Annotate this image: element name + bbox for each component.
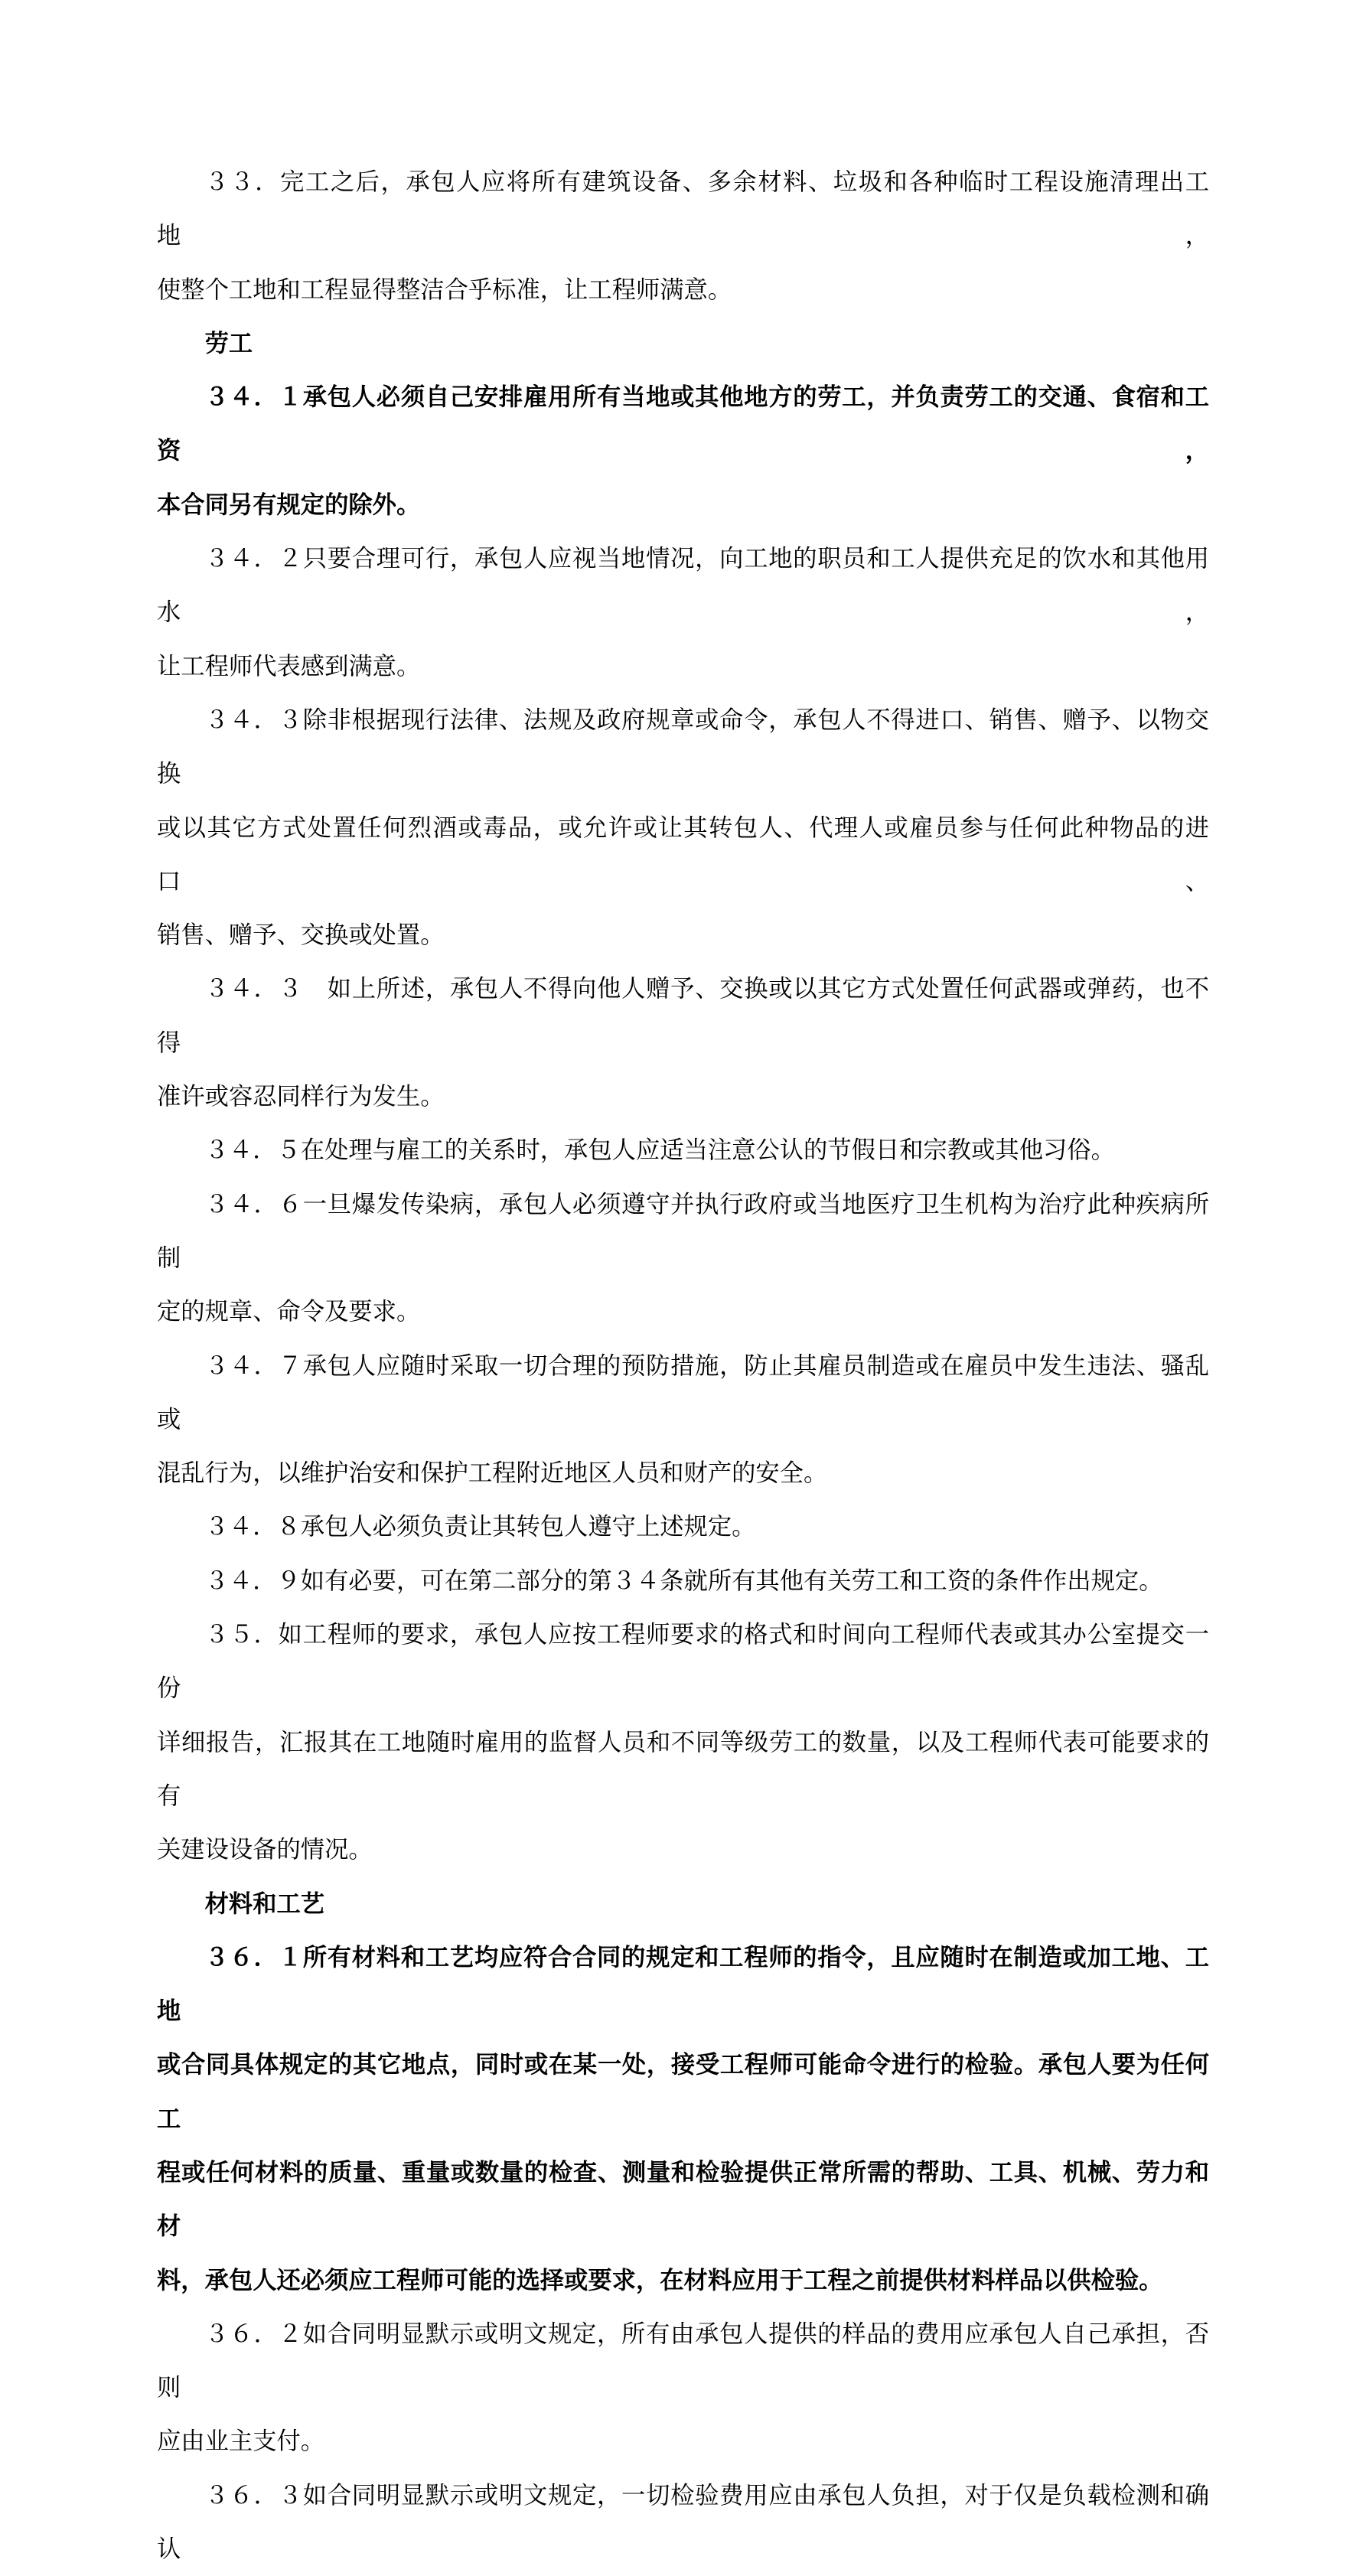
text-line: 销售、赠予、交换或处置。: [157, 921, 445, 949]
text-line: ３６．２如合同明显默示或明文规定，所有由承包人提供的样品的费用应承包人自己承担，否则: [157, 2320, 1209, 2402]
paragraph-clause-33: [157, 155, 1209, 317]
text-line: ３４．６一旦爆发传染病，承包人必须遵守并执行政府或当地医疗卫生机构为治疗此种疾病所制: [157, 1190, 1209, 1271]
text-line: 让工程师代表感到满意。: [157, 652, 421, 680]
paragraph-clause-34-9: [157, 1554, 1209, 1608]
text-line: ３４．８承包人必须负责让其转包人遵守上述规定。: [204, 1513, 756, 1541]
section-heading-text: 材料和工艺: [204, 1890, 325, 1917]
paragraph-clause-34-5: [157, 1123, 1209, 1177]
text-line: 或合同具体规定的其它地点，同时或在某一处，接受工程师可能命令进行的检验。承包人要为任何工: [157, 2051, 1209, 2132]
paragraph-clause-36-2: [157, 2307, 1209, 2469]
text-line: ３３．完工之后，承包人应将所有建筑设备、多余材料、垃圾和各种临时工程设施清理出工地，: [157, 168, 1209, 249]
text-line: ３４．９如有必要，可在第二部分的第３４条就所有其他有关劳工和工资的条件作出规定。: [204, 1567, 1163, 1594]
text-line: ３４．７承包人应随时采取一切合理的预防措施，防止其雇员制造或在雇员中发生违法、骚乱或: [157, 1352, 1209, 1433]
text-line: 使整个工地和工程显得整洁合乎标准，让工程师满意。: [157, 276, 732, 303]
text-line: ３５．如工程师的要求，承包人应按工程师要求的格式和时间向工程师代表或其办公室提交一份: [157, 1621, 1209, 1702]
text-line: 定的规章、命令及要求。: [157, 1298, 421, 1325]
paragraph-clause-34-8: [157, 1500, 1209, 1554]
text-line: 程或任何材料的质量、重量或数量的检查、测量和检验提供正常所需的帮助、工具、机械、劳力和材: [157, 2158, 1209, 2240]
text-line: ３４．１承包人必须自己安排雇用所有当地或其他地方的劳工，并负责劳工的交通、食宿和工资，: [157, 383, 1209, 465]
text-line: ３４．５在处理与雇工的关系时，承包人应适当注意公认的节假日和宗教或其他习俗。: [204, 1136, 1115, 1164]
paragraph-clause-34-7: [157, 1339, 1209, 1501]
text-line: 准许或容忍同样行为发生。: [157, 1083, 445, 1110]
text-line: 本合同另有规定的除外。: [157, 491, 421, 518]
paragraph-clause-34-3: [157, 693, 1209, 962]
paragraph-clause-36-1: [157, 1931, 1209, 2307]
text-line: 关建设设备的情况。: [157, 1836, 373, 1864]
paragraph-clause-34-3-second: [157, 962, 1209, 1123]
section-heading-labor: [157, 317, 1209, 370]
section-heading-materials-workmanship: [157, 1877, 1209, 1931]
text-line: ３６．３如合同明显默示或明文规定，一切检验费用应由承包人负担，对于仅是负载检测和确认: [157, 2481, 1209, 2563]
paragraph-clause-34-2: [157, 532, 1209, 693]
text-line: ３４．２只要合理可行，承包人应视当地情况，向工地的职员和工人提供充足的饮水和其他用水，: [157, 545, 1209, 626]
text-line: 详细报告，汇报其在工地随时雇用的监督人员和不同等级劳工的数量，以及工程师代表可能要求的有: [157, 1728, 1209, 1809]
paragraph-clause-35: [157, 1608, 1209, 1877]
text-line: ３６．１所有材料和工艺均应符合合同的规定和工程师的指令，且应随时在制造或加工地、工地: [157, 1943, 1209, 2025]
text-line: 料，承包人还必须应工程师可能的选择或要求，在材料应用于工程之前提供材料样品以供检验。: [157, 2266, 1163, 2294]
paragraph-clause-36-3: [157, 2469, 1209, 2576]
text-line: 应由业主支付。: [157, 2428, 325, 2455]
section-heading-text: 劳工: [204, 329, 253, 357]
text-line: 混乱行为，以维护治安和保护工程附近地区人员和财产的安全。: [157, 1459, 828, 1487]
text-line: ３４．３ 如上所述，承包人不得向他人赠予、交换或以其它方式处置任何武器或弹药，也不得: [157, 975, 1209, 1056]
text-line: 或以其它方式处置任何烈酒或毒品，或允许或让其转包人、代理人或雇员参与任何此种物品的进口、: [157, 814, 1209, 895]
paragraph-clause-34-6: [157, 1178, 1209, 1339]
text-line: ３４．３除非根据现行法律、法规及政府规章或命令，承包人不得进口、销售、赠予、以物交换: [157, 706, 1209, 787]
paragraph-clause-34-1: [157, 370, 1209, 532]
